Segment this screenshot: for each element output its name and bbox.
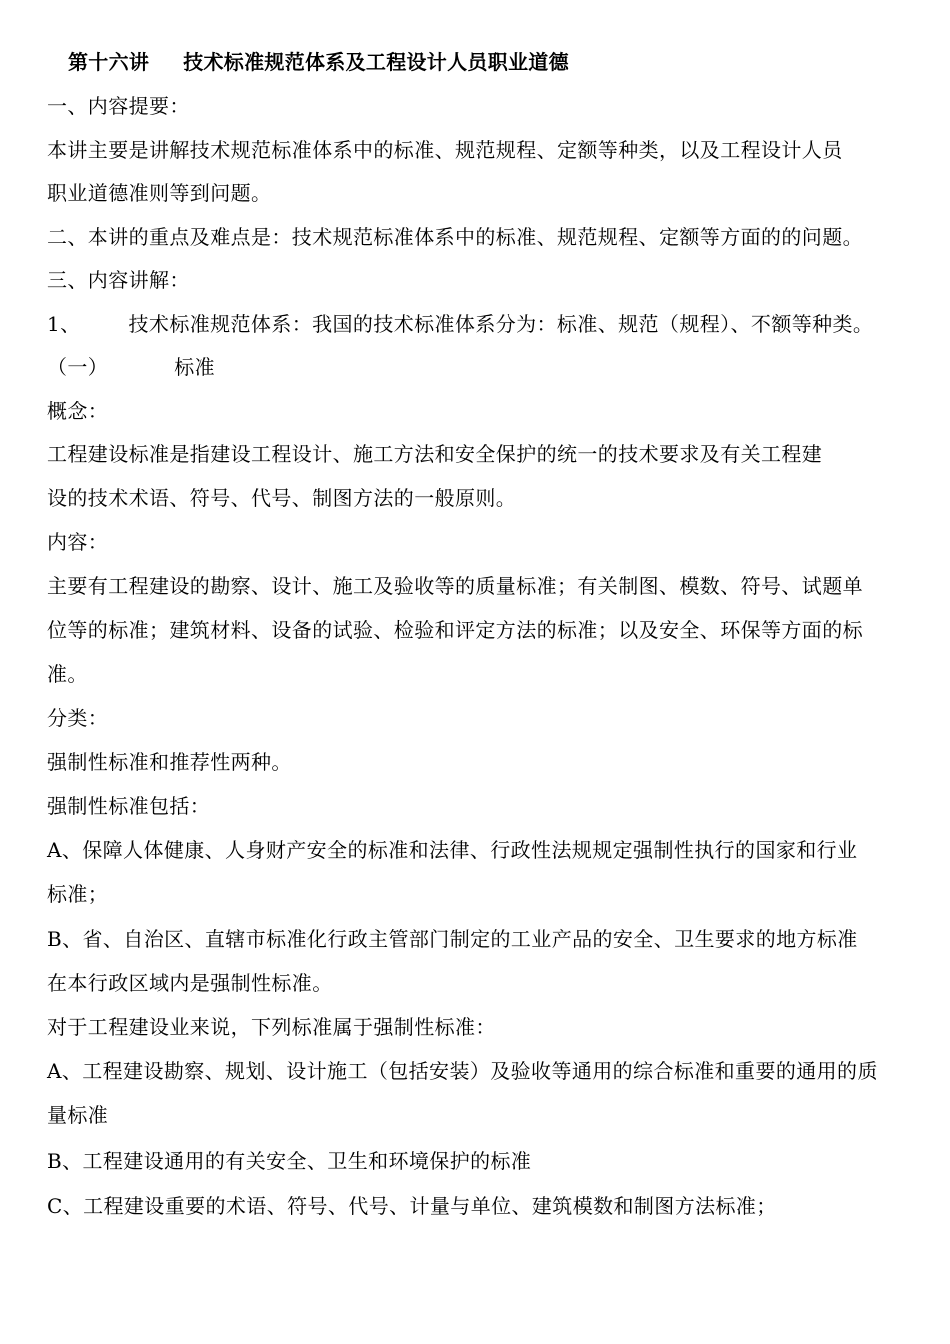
paragraph-line: 准。	[47, 662, 88, 686]
paragraph-line: 工程建设标准是指建设工程设计、施工方法和安全保护的统一的技术要求及有关工程建	[47, 442, 823, 466]
label-line: 概念：	[47, 399, 109, 423]
item-text: 技术标准规范体系：我国的技术标准体系分为：标准、规范（规程）、不额等种类。	[128, 312, 874, 336]
paragraph-line: 标准；	[47, 882, 109, 906]
item-number: 1、	[47, 312, 81, 336]
paragraph-line: 强制性标准和推荐性两种。	[47, 750, 292, 774]
section-heading: 三、内容讲解：	[47, 268, 190, 292]
paragraph-line: A、工程建设勘察、规划、设计施工（包括安装）及验收等通用的综合标准和重要的通用的质	[47, 1059, 878, 1083]
title-text: 技术标准规范体系及工程设计人员职业道德	[183, 50, 569, 74]
subsection-heading	[47, 354, 215, 380]
paragraph-line: C、工程建设重要的术语、符号、代号、计量与单位、建筑模数和制图方法标准；	[47, 1194, 777, 1218]
paragraph-line: 职业道德准则等到问题。	[47, 181, 272, 205]
label-line: 强制性标准包括：	[47, 794, 211, 818]
label-line: 分类：	[47, 706, 109, 730]
paragraph-line: 主要有工程建设的勘察、设计、施工及验收等的质量标准；有关制图、模数、符号、试题单	[47, 574, 863, 598]
document-title	[68, 49, 569, 75]
paragraph-line: B、省、自治区、直辖市标准化行政主管部门制定的工业产品的安全、卫生要求的地方标准	[47, 927, 858, 951]
paragraph-line: 位等的标准；建筑材料、设备的试验、检验和评定方法的标准；以及安全、环保等方面的标	[47, 618, 863, 642]
paragraph-line: B、工程建设通用的有关安全、卫生和环境保护的标准	[47, 1149, 532, 1173]
numbered-item	[47, 311, 873, 337]
paragraph-line: 对于工程建设业来说，下列标准属于强制性标准：	[47, 1015, 496, 1039]
section-heading: 一、内容提要：	[47, 94, 190, 118]
paragraph-line: A、保障人体健康、人身财产安全的标准和法律、行政性法规规定强制性执行的国家和行业	[47, 838, 858, 862]
subsection-number: （一）	[47, 355, 109, 379]
paragraph-line: 设的技术术语、符号、代号、制图方法的一般原则。	[47, 486, 517, 510]
paragraph-line: 本讲主要是讲解技术规范标准体系中的标准、规范规程、定额等种类，以及工程设计人员	[47, 138, 843, 162]
subsection-title: 标准	[174, 355, 216, 379]
paragraph-line: 在本行政区域内是强制性标准。	[47, 971, 333, 995]
label-line: 内容：	[47, 530, 109, 554]
title-number: 第十六讲	[68, 50, 150, 74]
paragraph-line: 量标准	[47, 1103, 109, 1127]
section-heading: 二、本讲的重点及难点是：技术规范标准体系中的标准、规范规程、定额等方面的的问题。	[47, 225, 863, 249]
